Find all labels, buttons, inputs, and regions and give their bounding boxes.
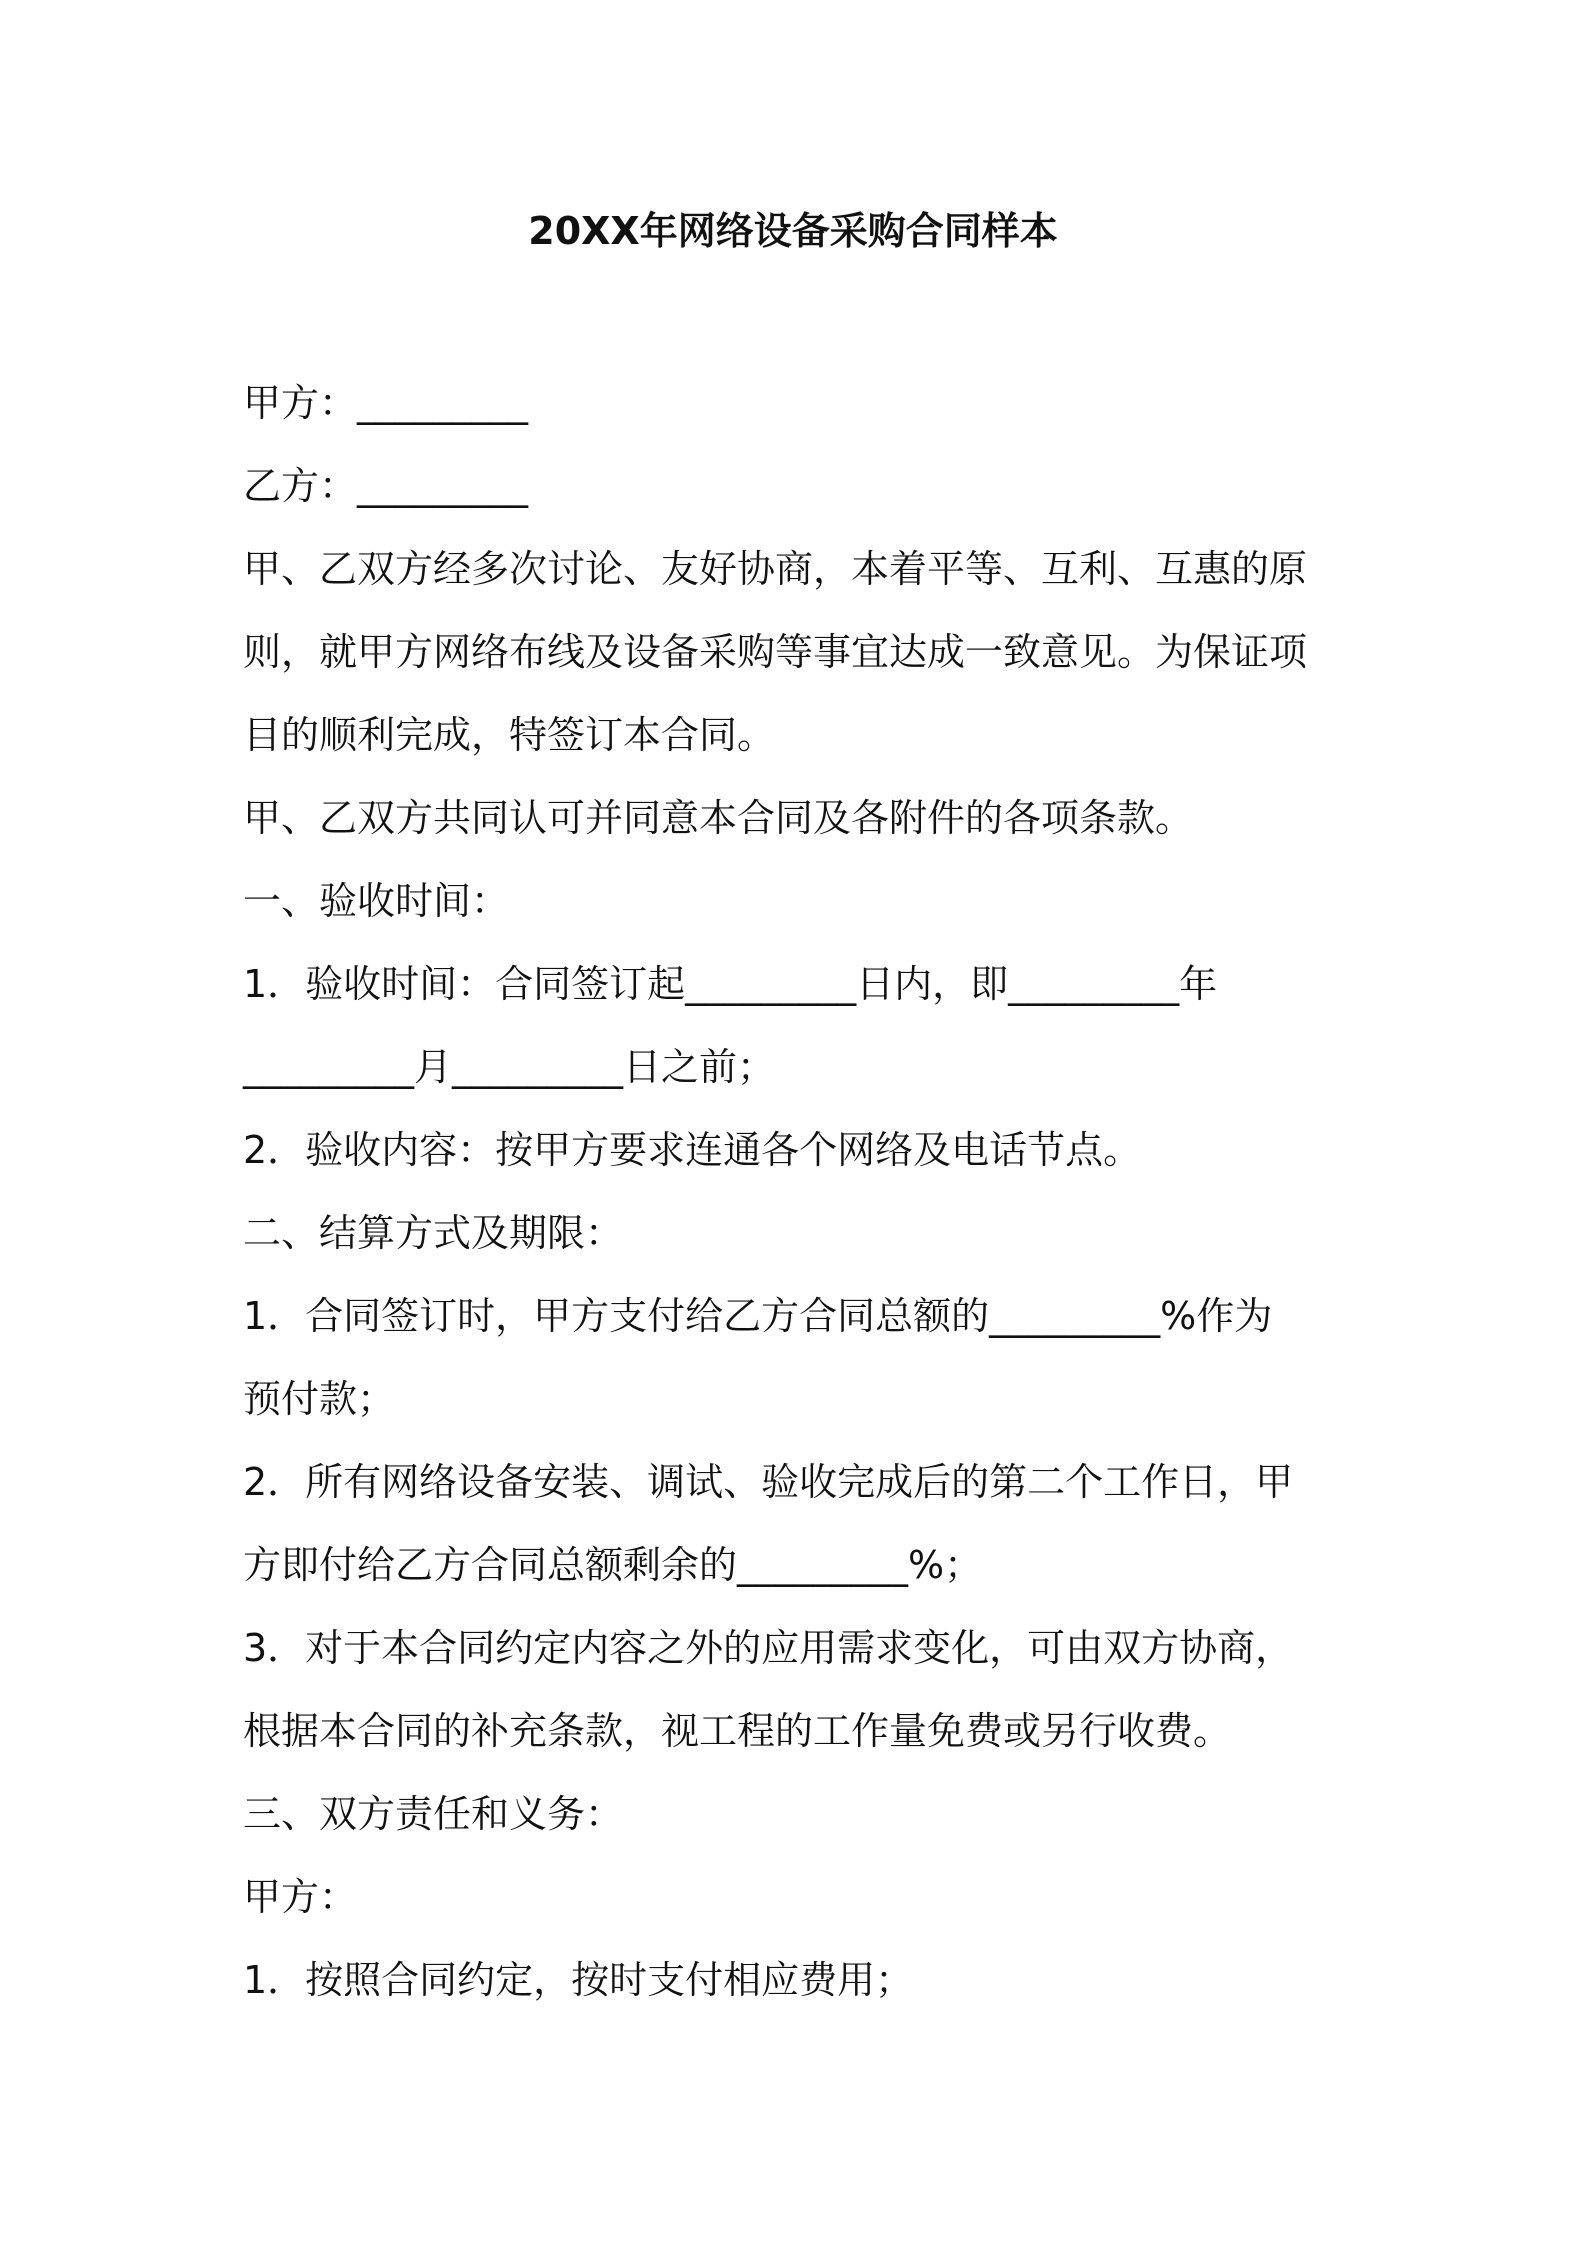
party-b-line: 乙方：_________ — [243, 464, 529, 508]
section-1-item-2: 2．验收内容：按甲方要求连通各个网络及电话节点。 — [243, 1128, 1142, 1172]
section-1-item-1-line-b: _________月_________日之前； — [243, 1045, 776, 1089]
intro-line-2: 则，就甲方网络布线及设备采购等事宜达成一致意见。为保证项 — [243, 630, 1308, 674]
section-2-item-2-line-a: 2．所有网络设备安装、调试、验收完成后的第二个工作日，甲 — [243, 1460, 1294, 1504]
document-body — [243, 362, 1353, 2022]
section-1-item-1-line-a: 1．验收时间：合同签订起_________日内，即_________年 — [243, 962, 1218, 1006]
intro-line-3: 目的顺利完成，特签订本合同。 — [243, 713, 776, 757]
document-title: 20XX年网络设备采购合同样本 — [528, 209, 1058, 253]
section-3-item-1: 1．按照合同约定，按时支付相应费用； — [243, 1958, 914, 2002]
section-2-item-2-line-b: 方即付给乙方合同总额剩余的_________%； — [243, 1543, 983, 1587]
section-2-item-3-line-a: 3．对于本合同约定内容之外的应用需求变化，可由双方协商， — [243, 1626, 1294, 1670]
section-2-item-3-line-b: 根据本合同的补充条款，视工程的工作量免费或另行收费。 — [243, 1709, 1232, 1753]
section-1-heading: 一、验收时间： — [243, 879, 510, 923]
section-2-item-1-line-a: 1．合同签订时，甲方支付给乙方合同总额的_________%作为 — [243, 1294, 1273, 1338]
section-2-heading: 二、结算方式及期限： — [243, 1211, 624, 1255]
section-2-item-1-line-b: 预付款； — [243, 1377, 396, 1421]
party-a-subheading: 甲方： — [243, 1875, 358, 1919]
party-a-line: 甲方：_________ — [243, 381, 529, 425]
intro-line-1: 甲、乙双方经多次讨论、友好协商，本着平等、互利、互惠的原 — [243, 547, 1308, 591]
agreement-line: 甲、乙双方共同认可并同意本合同及各附件的各项条款。 — [243, 796, 1194, 840]
section-3-heading: 三、双方责任和义务： — [243, 1792, 624, 1836]
